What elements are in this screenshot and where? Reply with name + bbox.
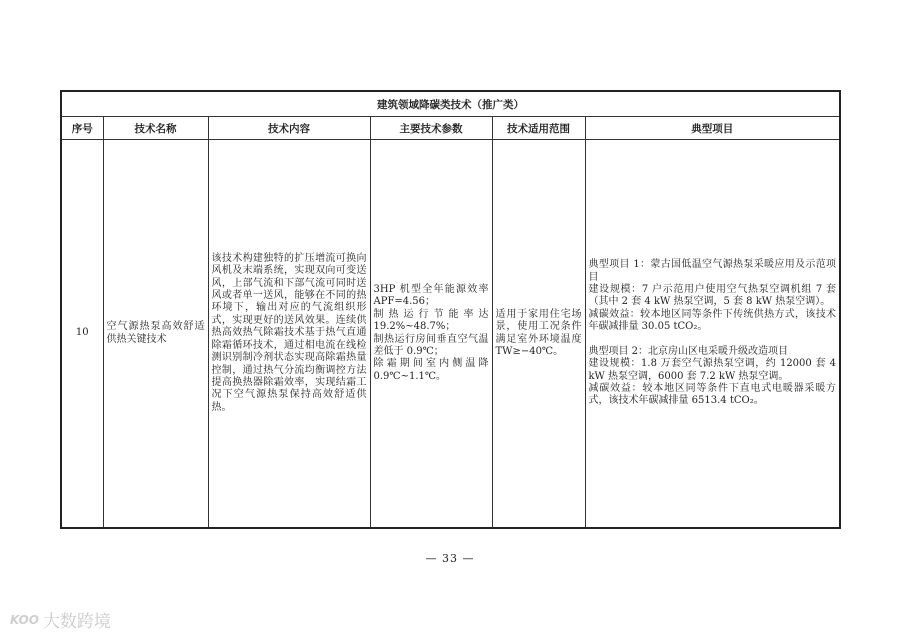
header-number: 序号 [61,117,103,140]
param-item: 除霜期间室内侧温降0.9℃~1.1℃。 [373,358,489,382]
row-projects [585,140,840,529]
header-typical-projects: 典型项目 [585,117,840,140]
page-number: — 33 — [425,552,475,565]
watermark-logo: KOO [10,612,39,627]
param-item: 3HP 机型全年能源效率APF=4.56； [373,283,489,308]
row-tech-content: 该技术构建独特的扩压增流可换向风机及末端系统，实现双向可变送风，上部气流和下部气流可同时送风或者单一送风，能够在不同的热环境下，输出对应的气流组织形式，实现更好的送风效果。连续供热高效热气除霜技术基于热气直通除霜循环技术，通过相电流在线检测识别制冷剂状态实现高除霜热量控制，通过热气分流均衡调控方法提高换热器除霜效率，实现结霜工况下空气源热泵保持高效舒适供热。 [208,140,370,529]
project-1-scale: 建设规模：7 户示范用户使用空气热泵空调机组 7 套（其中 2 套 4 kW 热泵空调，5 套 8 kW 热泵空调）。 [588,284,837,308]
header-tech-name: 技术名称 [103,117,208,140]
param-item: 制热运行节能率达19.2%~48.7%； [373,308,489,333]
table-row [61,140,840,529]
watermark-text: 大数跨境 [42,612,111,632]
header-main-params: 主要技术参数 [370,117,492,140]
row-params [370,140,492,529]
header-tech-content: 技术内容 [208,117,370,140]
header-scope: 技术适用范围 [492,117,585,140]
project-2-title: 典型项目 2：北京房山区电采暖升级改造项目 [588,345,789,357]
project-1-title: 典型项目 1：蒙古国低温空气源热泵采暖应用及示范项目 [588,259,837,283]
project-2-scale: 建设规模：1.8 万套空气源热泵空调，约 12000 套 4 kW 热泵空调，6000 套 7.2 kW 热泵空调。 [588,358,837,382]
row-scope: 适用于家用住宅场景，使用工况条件满足室外环境温度TW≥−40℃。 [492,140,585,529]
project-2-effect: 减碳效益：较本地区同等条件下直电式电暖器采暖方式，该技术年碳减排量 6513.4 tCO₂。 [588,382,837,407]
tech-table [60,90,841,529]
table-title: 建筑领域降碳类技术（推广类） [61,91,840,117]
watermark [10,607,111,632]
row-number: 10 [61,140,103,529]
row-tech-name: 空气源热泵高效舒适供热关键技术 [103,140,208,529]
project-1-effect: 减碳效益：较本地区同等条件下传统供热方式，该技术年碳减排量 30.05 tCO₂。 [588,308,837,333]
param-item: 制热运行房间垂直空气温差低于 0.9℃； [373,333,489,357]
